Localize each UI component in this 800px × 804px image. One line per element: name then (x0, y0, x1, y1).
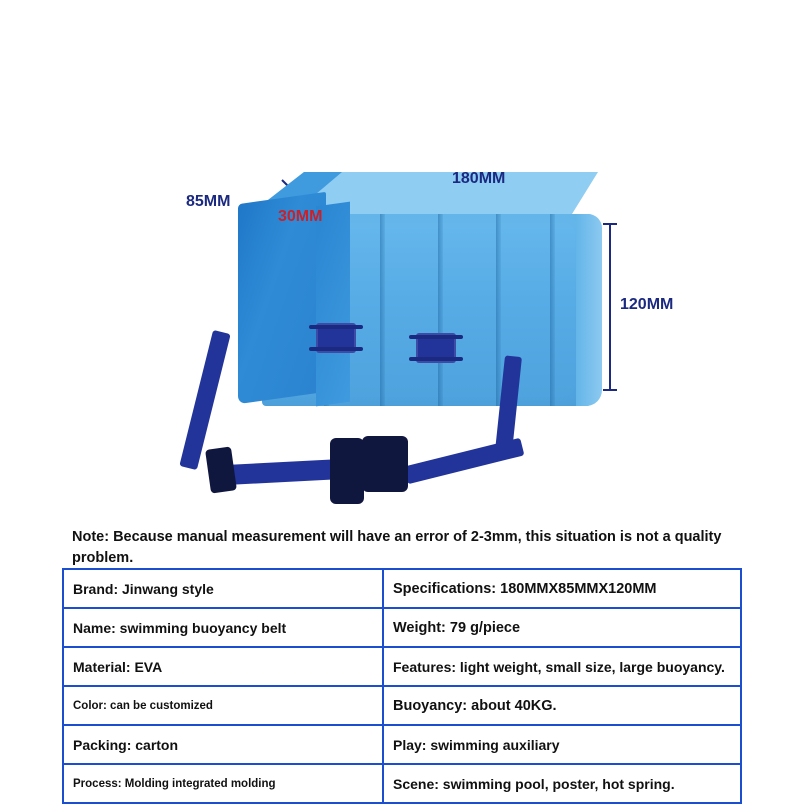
table-row (63, 764, 741, 803)
spec-cell-brand: Brand: Jinwang style (63, 569, 383, 608)
table-row (63, 647, 741, 686)
dimension-label-width: 180MM (452, 170, 506, 187)
foam-seam (496, 214, 501, 406)
measurement-note: Note: Because manual measurement will have an error of 2-3mm, this situation is not a quality problem. (72, 529, 722, 567)
foam-seam (380, 214, 385, 406)
spec-cell-specifications: Specifications: 180MMX85MMX120MM (383, 569, 741, 608)
foam-seam (438, 214, 443, 406)
foam-seam (550, 214, 555, 406)
spec-cell-name: Name: swimming buoyancy belt (63, 608, 383, 647)
spec-cell-material: Material: EVA (63, 647, 383, 686)
webbing-handle (316, 323, 356, 353)
dimension-label-depth: 85MM (186, 193, 231, 210)
webbing-handle (416, 333, 456, 363)
dimension-label-segment-thickness: 30MM (278, 208, 323, 225)
foam-block-assembly (238, 168, 598, 408)
table-row (63, 608, 741, 647)
spec-cell-features: Features: light weight, small size, large buoyancy. (383, 647, 741, 686)
spec-cell-scene: Scene: swimming pool, poster, hot spring. (383, 764, 741, 803)
foam-second-block (316, 202, 350, 407)
specification-table (62, 568, 742, 804)
foam-right-end-cap (576, 214, 602, 406)
spec-cell-weight: Weight: 79 g/piece (383, 608, 741, 647)
table-row (63, 569, 741, 608)
spec-cell-process: Process: Molding integrated molding (63, 764, 383, 803)
spec-cell-buoyancy: Buoyancy: about 40KG. (383, 686, 741, 725)
dimension-label-height: 120MM (620, 296, 674, 313)
table-row (63, 686, 741, 725)
buckle-female (330, 438, 364, 504)
spec-cell-play: Play: swimming auxiliary (383, 725, 741, 764)
spec-cell-packing: Packing: carton (63, 725, 383, 764)
spec-cell-color: Color: can be customized (63, 686, 383, 725)
table-row (63, 725, 741, 764)
buckle-male (362, 436, 408, 492)
